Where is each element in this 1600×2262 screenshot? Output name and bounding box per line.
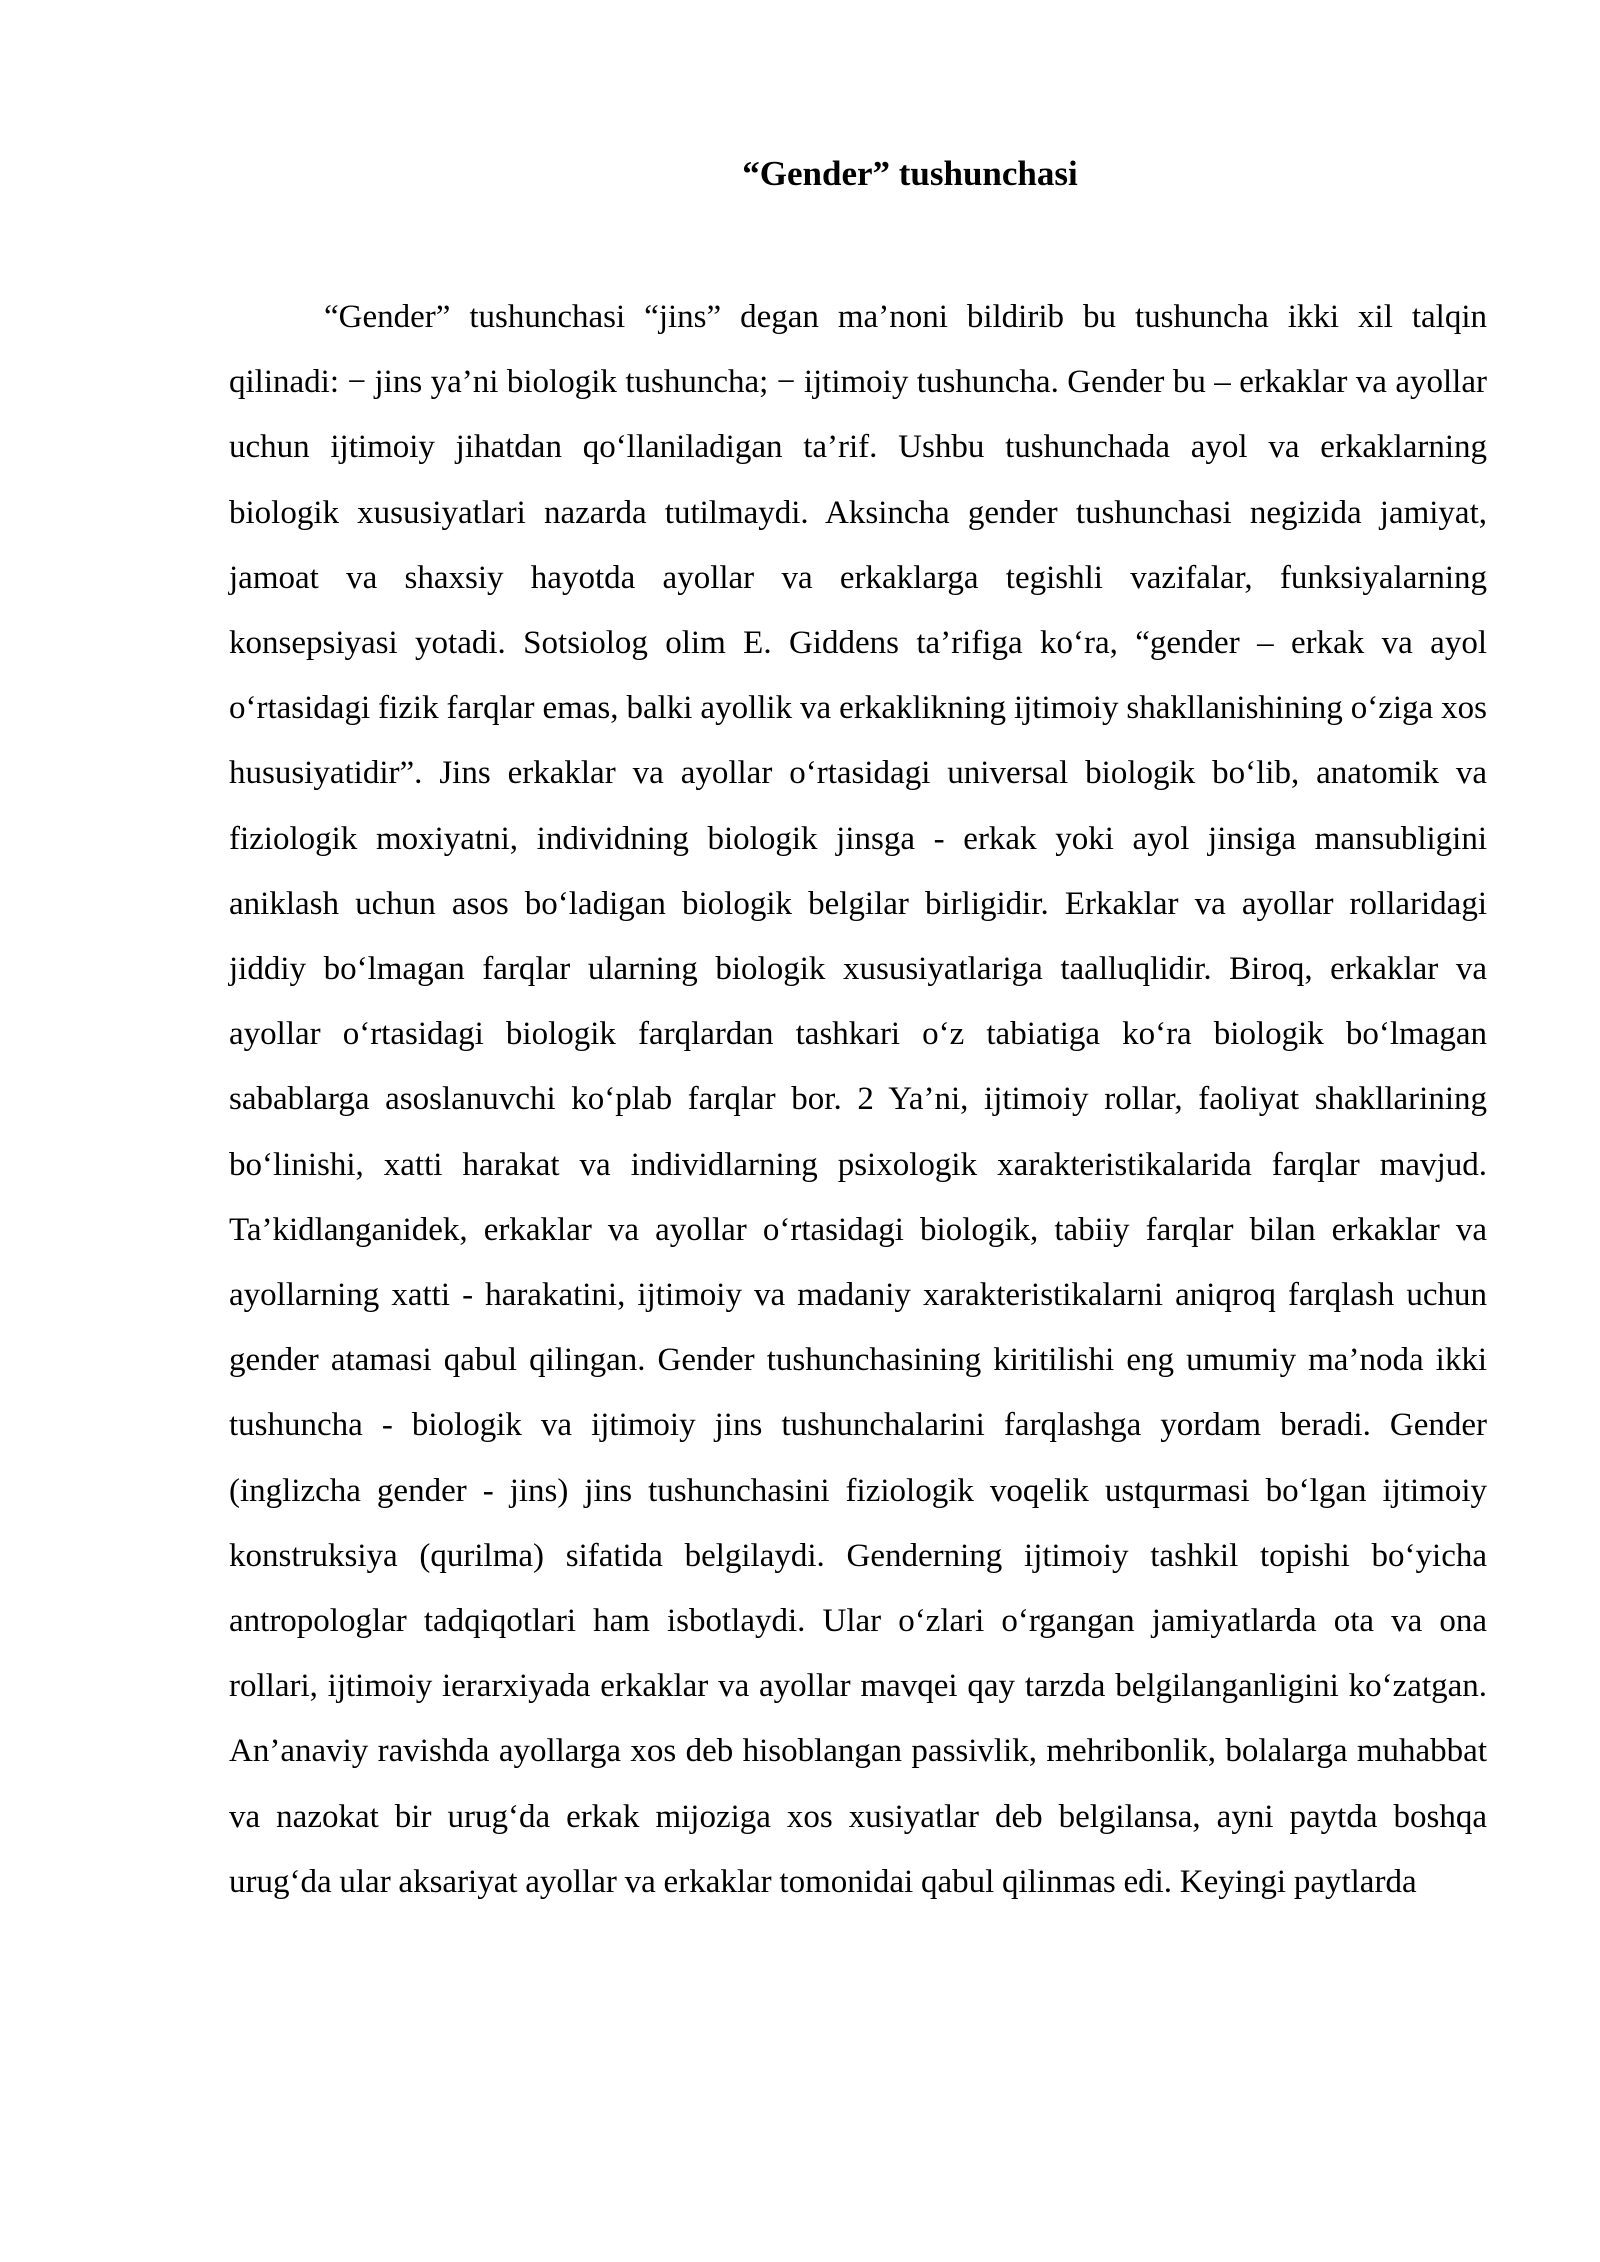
body-paragraph: “Gender” tushunchasi “jins” degan ma’noni bildirib bu tushuncha ikki xil talqin qilinadi: − jins ya’ni biologik tushuncha; − ijtimoiy tushuncha. Gender bu – erkaklar va ayollar uchun ijtimoiy jihatdan qo‘llaniladigan ta’rif. Ushbu tushunchada ayol va erkaklarning biologik xususiyatlari nazarda tutilmaydi. Aksincha gender tushunchasi negizida jamiyat, jamoat va shaxsiy hayotda ayollar va erkaklarga tegishli vazifalar, funksiyalarning konsepsiyasi yotadi. Sotsiolog olim E. Giddens ta’rifiga ko‘ra, “gender – erkak va ayol o‘rtasidagi fizik farqlar emas, balki ayollik va erkaklikning ijtimoiy shakllanishining o‘ziga xos hususiyatidir”. Jins erkaklar va ayollar o‘rtasidagi universal biologik bo‘lib, anatomik va fiziologik moxiyatni, individning biologik jinsga - erkak yoki ayol jinsiga mansubligini aniklash uchun asos bo‘ladigan biologik belgilar birligidir. Erkaklar va ayollar rollaridagi jiddiy bo‘lmagan farqlar ularning biologik xususiyatlariga taalluqlidir. Biroq, erkaklar va ayollar o‘rtasidagi biologik farqlardan tashkari o‘z tabiatiga ko‘ra biologik bo‘lmagan sabablarga asoslanuvchi ko‘plab farqlar bor. 2 Ya’ni, ijtimoiy rollar, faoliyat shakllarining bo‘linishi, xatti harakat va individlarning psixologik xarakteristikalarida farqlar mavjud. Ta’kidlanganidek, erkaklar va ayollar o‘rtasidagi biologik, tabiiy farqlar bilan erkaklar va ayollarning xatti - harakatini, ijtimoiy va madaniy xarakteristikalarni aniqroq farqlash uchun gender atamasi qabul qilingan. Gender tushunchasining kiritilishi eng umumiy ma’noda ikki tushuncha - biologik va ijtimoiy jins tushunchalarini farqlashga yordam beradi. Gender (inglizcha gender - jins) jins tushunchasini fiziologik voqelik ustqurmasi bo‘lgan ijtimoiy konstruksiya (qurilma) sifatida belgilaydi. Genderning ijtimoiy tashkil topishi bo‘yicha antropologlar tadqiqotlari ham isbotlaydi. Ular o‘zlari o‘rgangan jamiyatlarda ota va ona rollari, ijtimoiy ierarxiyada erkaklar va ayollar mavqei qay tarzda belgilanganligini ko‘zatgan. An’anaviy ravishda ayollarga xos deb hisoblangan passivlik, mehribonlik, bolalarga muhabbat va nazokat bir urug‘da erkak mijoziga xos xusiyatlar deb belgilansa, ayni paytda boshqa urug‘da ular aksariyat ayollar va erkaklar tomonidai qabul qilinmas edi. Keyingi paytlarda [229, 299, 1487, 1900]
document-title: “Gender” tushunchasi [742, 154, 1078, 193]
